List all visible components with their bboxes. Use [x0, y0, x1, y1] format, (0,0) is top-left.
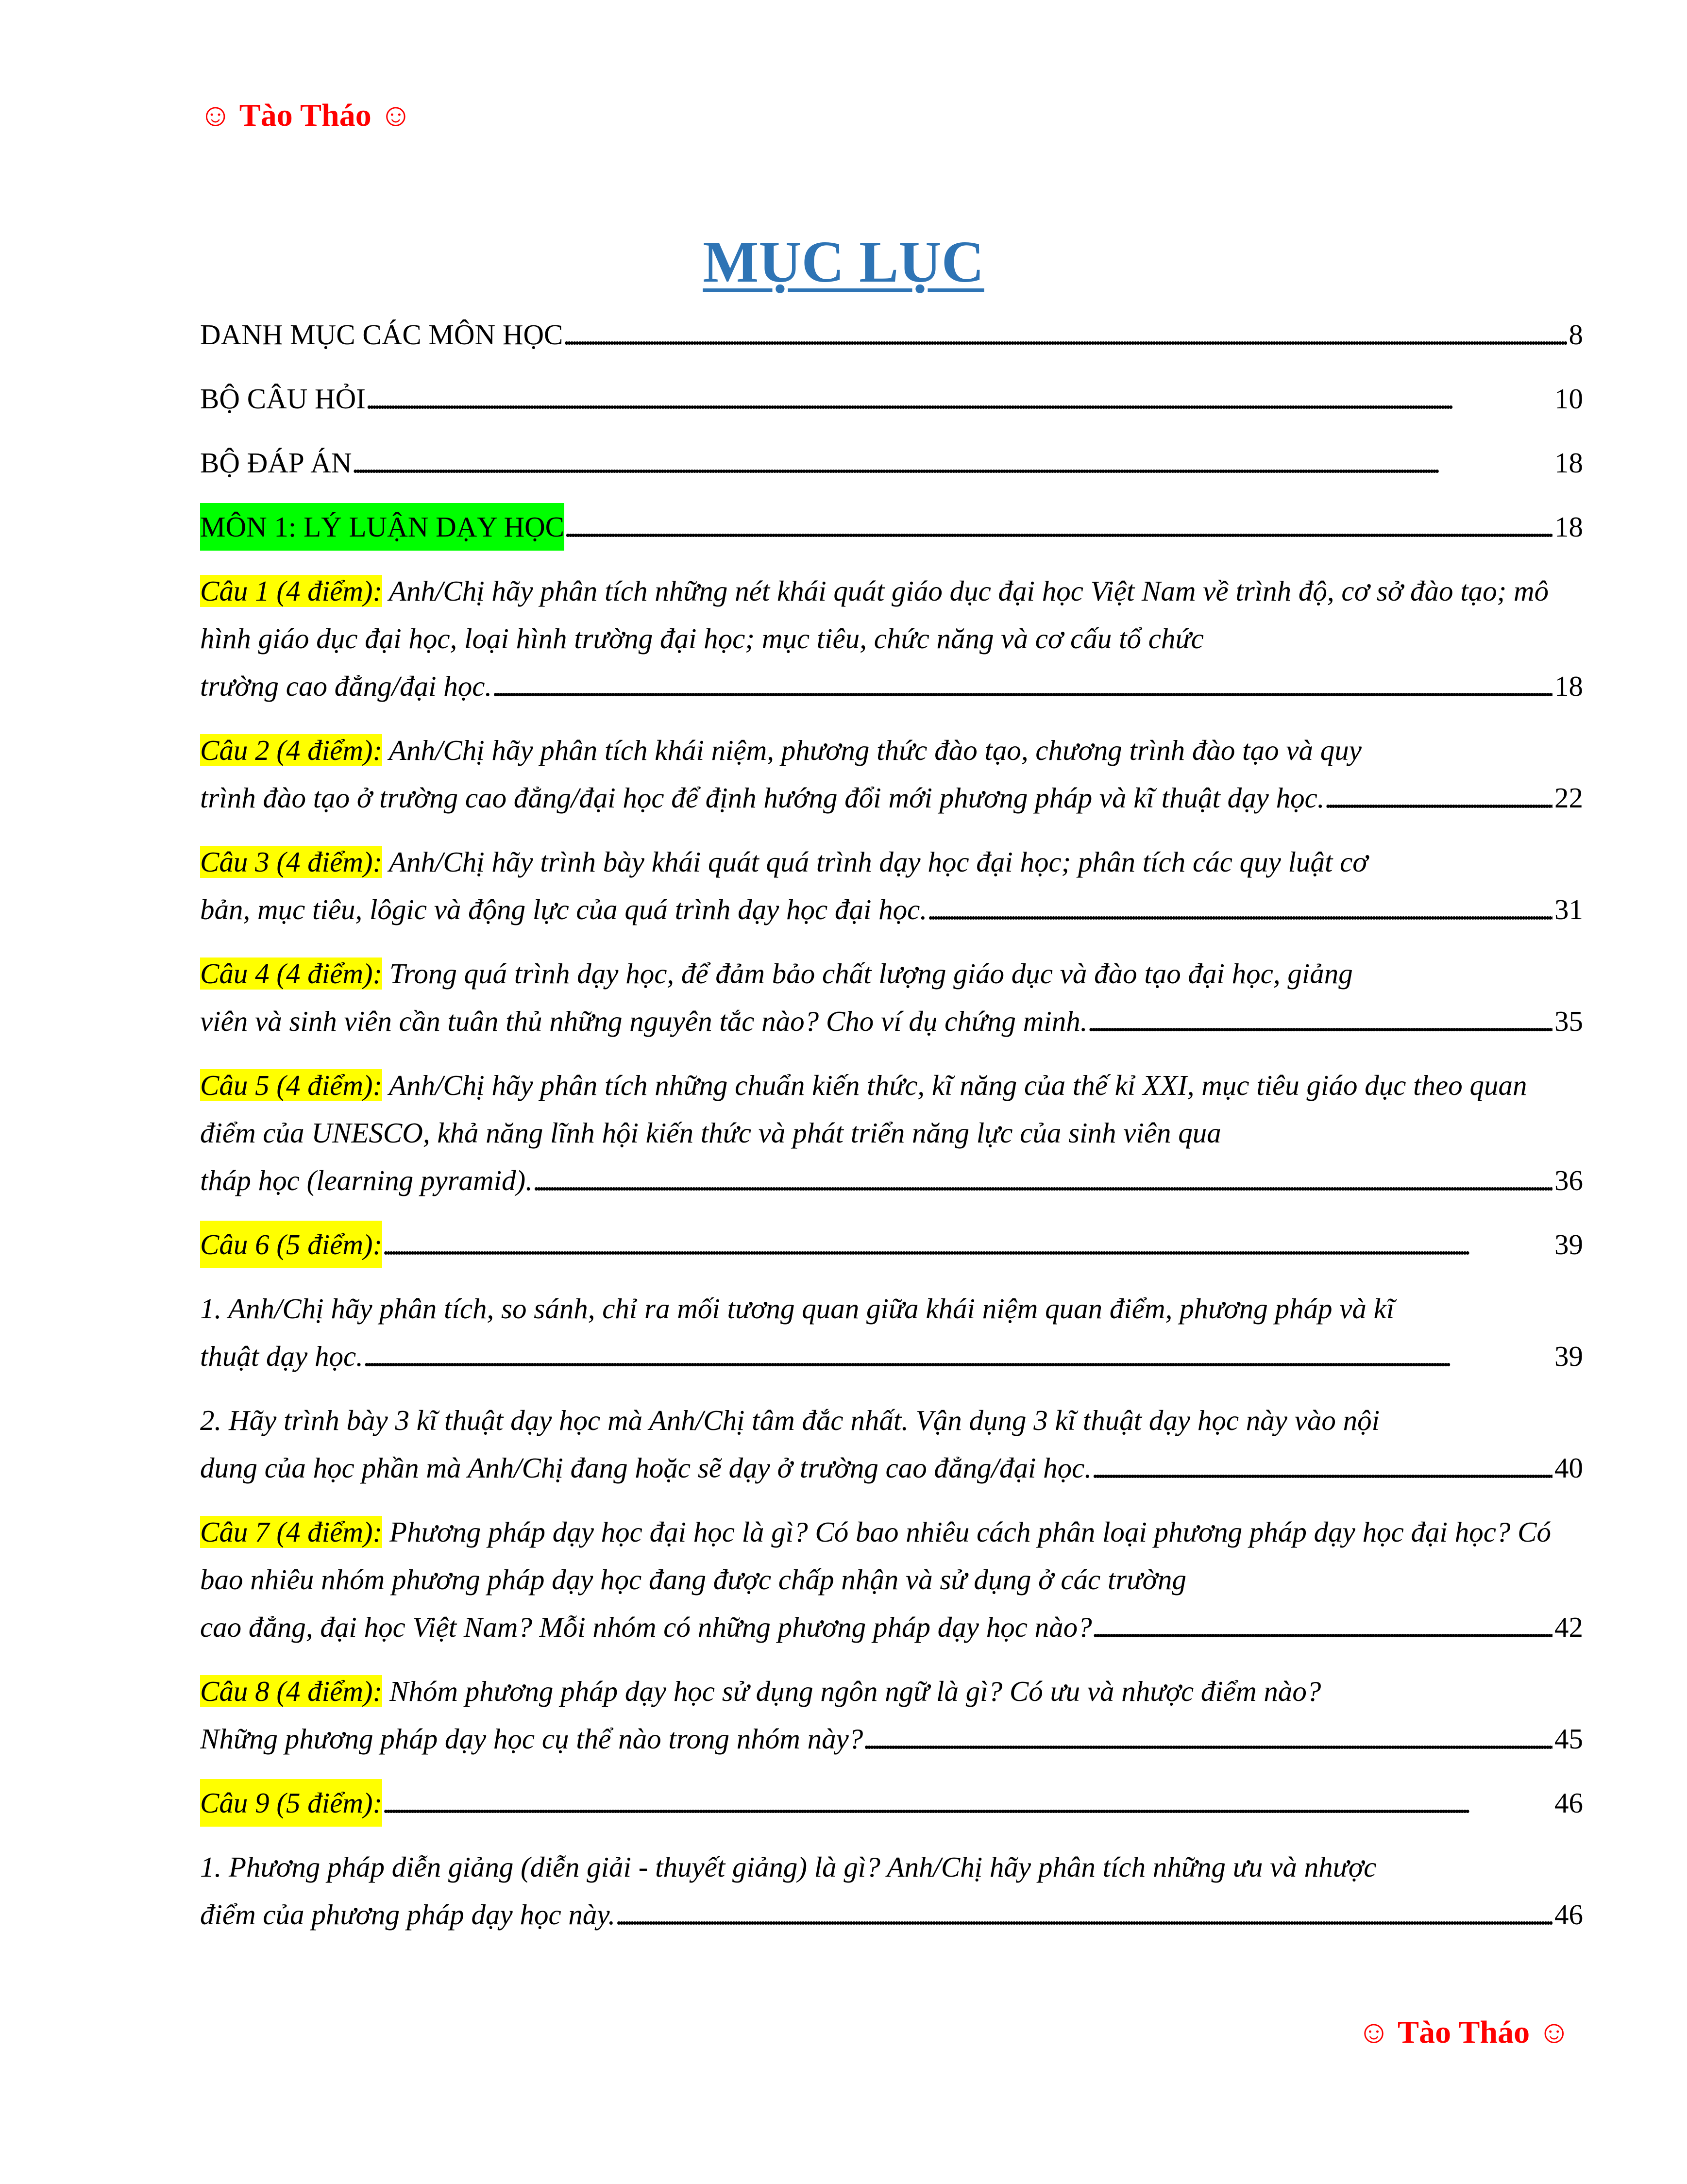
question-label: Câu 2 (4 điểm): [200, 734, 383, 766]
toc-entry-cau-6-2[interactable] [200, 1396, 1583, 1492]
toc-page-number: 39 [1554, 1228, 1583, 1260]
leader-dots [366, 375, 1552, 422]
toc-entry-text-last: trường cao đẳng/đại học. [200, 670, 492, 702]
leader-dots [382, 1779, 1552, 1827]
leader-dots [564, 503, 1552, 551]
leader-dots [927, 886, 1552, 933]
toc-entry-text: 2. Hãy trình bày 3 kĩ thuật dạy học mà Anh/Chị tâm đắc nhất. Vận dụng 3 kĩ thuật dạy học này vào nội [200, 1404, 1380, 1436]
toc-entry-text-last: viên và sinh viên cần tuân thủ những nguyên tắc nào? Cho ví dụ chứng minh. [200, 1005, 1088, 1037]
toc-page-number: 18 [1554, 447, 1583, 479]
toc-page-number: 31 [1554, 893, 1583, 925]
leader-dots [533, 1157, 1552, 1204]
toc-entry-text: BỘ ĐÁP ÁN [200, 447, 352, 479]
leader-dots [352, 439, 1552, 487]
toc-entry-text-last: tháp học (learning pyramid). [200, 1164, 533, 1196]
toc-entry-text: Anh/Chị hãy phân tích những nét khái quát giáo dục đại học Việt Nam về trình độ, cơ sở đào tạo; mô hình giáo dục đại học, loại hình trường đại học; mục tiêu, chức năng và cơ cấu tổ chức [200, 575, 1549, 655]
toc-entry-text-last: điểm của phương pháp dạy học này. [200, 1898, 616, 1931]
question-label: Câu 3 (4 điểm): [200, 846, 383, 878]
toc-entry-text: DANH MỤC CÁC MÔN HỌC [200, 319, 563, 351]
toc-entry-text: 1. Anh/Chị hãy phân tích, so sánh, chỉ ra mối tương quan giữa khái niệm quan điểm, phương pháp và kĩ [200, 1293, 1395, 1325]
leader-dots [1092, 1603, 1552, 1651]
toc-entry-cau-8[interactable] [200, 1667, 1583, 1763]
toc-entry-cau-6[interactable] [200, 1221, 1583, 1268]
toc-entry-text-last: dung của học phần mà Anh/Chị đang hoặc sẽ dạy ở trường cao đẳng/đại học. [200, 1452, 1092, 1484]
toc-entry-cau-2[interactable] [200, 726, 1583, 822]
question-label: Câu 5 (4 điểm): [200, 1069, 383, 1101]
toc-entry-cau-9-1[interactable] [200, 1843, 1583, 1938]
toc-page-number: 18 [1554, 511, 1583, 543]
toc-page-number: 18 [1554, 670, 1583, 702]
toc-page-number: 10 [1554, 383, 1583, 415]
question-label: Câu 9 (5 điểm): [200, 1779, 382, 1827]
toc-entry-cau-4[interactable] [200, 950, 1583, 1045]
question-label: Câu 7 (4 điểm): [200, 1516, 383, 1548]
toc-entry-text-last: Những phương pháp dạy học cụ thể nào trong nhóm này? [200, 1723, 863, 1755]
leader-dots [382, 1221, 1552, 1268]
question-label: Câu 4 (4 điểm): [200, 958, 383, 990]
toc-page-number: 35 [1554, 1005, 1583, 1037]
toc-entry-text: Trong quá trình dạy học, để đảm bảo chất lượng giáo dục và đào tạo đại học, giảng [382, 958, 1353, 990]
toc-page-number: 39 [1554, 1340, 1583, 1372]
toc-entry-mon-1[interactable] [200, 503, 1583, 551]
question-label: Câu 6 (5 điểm): [200, 1221, 382, 1268]
toc-entry-cau-5[interactable] [200, 1061, 1583, 1204]
question-label: Câu 8 (4 điểm): [200, 1675, 383, 1707]
toc-page-number: 45 [1554, 1723, 1583, 1755]
table-of-contents [200, 311, 1583, 1955]
toc-entry-cau-9[interactable] [200, 1779, 1583, 1827]
toc-entry-cau-6-1[interactable] [200, 1285, 1583, 1380]
header-watermark: ☺ Tào Tháo ☺ [199, 98, 412, 133]
toc-entry-text: Anh/Chị hãy trình bày khái quát quá trình dạy học đại học; phân tích các quy luật cơ [382, 846, 1368, 878]
toc-entry-text-last: thuật dạy học. [200, 1340, 363, 1372]
toc-title: MỤC LỤC [703, 229, 984, 295]
question-label: Câu 1 (4 điểm): [200, 575, 383, 607]
toc-entry-cau-7[interactable] [200, 1508, 1583, 1651]
toc-entry-text-last: trình đào tạo ở trường cao đẳng/đại học để định hướng đổi mới phương pháp và kĩ thuật dạy học. [200, 782, 1325, 814]
toc-entry-text: 1. Phương pháp diễn giảng (diễn giải - thuyết giảng) là gì? Anh/Chị hãy phân tích những ưu và nhược [200, 1851, 1377, 1883]
leader-dots [363, 1332, 1552, 1380]
toc-page-number: 22 [1554, 782, 1583, 814]
toc-entry-bo-cau-hoi[interactable] [200, 375, 1583, 422]
leader-dots [563, 311, 1567, 358]
leader-dots [615, 1891, 1552, 1938]
leader-dots [492, 662, 1552, 710]
toc-page-number: 36 [1554, 1164, 1583, 1196]
toc-entry-text-last: cao đẳng, đại học Việt Nam? Mỗi nhóm có những phương pháp dạy học nào? [200, 1611, 1092, 1643]
leader-dots [1087, 997, 1552, 1045]
toc-page-number: 46 [1554, 1898, 1583, 1931]
toc-page-number: 8 [1569, 319, 1583, 351]
leader-dots [1092, 1444, 1552, 1492]
leader-dots [863, 1715, 1552, 1763]
toc-entry-text: Anh/Chị hãy phân tích những chuẩn kiến thức, kĩ năng của thế kỉ XXI, mục tiêu giáo dục theo quan điểm của UNESCO, khả năng lĩnh hội kiến thức và phát triển năng lực của sinh viên qua [200, 1069, 1527, 1149]
leader-dots [1325, 774, 1552, 822]
toc-entry-text: Nhóm phương pháp dạy học sử dụng ngôn ngữ là gì? Có ưu và nhược điểm nào? [382, 1675, 1321, 1707]
toc-entry-cau-3[interactable] [200, 838, 1583, 933]
toc-entry-bo-dap-an[interactable] [200, 439, 1583, 487]
toc-entry-text: Anh/Chị hãy phân tích khái niệm, phương thức đào tạo, chương trình đào tạo và quy [382, 734, 1362, 766]
toc-page-number: 42 [1554, 1611, 1583, 1643]
subject-label: MÔN 1: LÝ LUẬN DẠY HỌC [200, 503, 564, 551]
toc-entry-text: Phương pháp dạy học đại học là gì? Có bao nhiêu cách phân loại phương pháp dạy học đại học? Có bao nhiêu nhóm phương pháp dạy học đang được chấp nhận và sử dụng ở các trường [200, 1516, 1551, 1596]
toc-entry-text: BỘ CÂU HỎI [200, 383, 366, 415]
toc-entry-text-last: bản, mục tiêu, lôgic và động lực của quá trình dạy học đại học. [200, 893, 928, 925]
toc-page-number: 40 [1554, 1452, 1583, 1484]
toc-entry-danh-muc[interactable] [200, 311, 1583, 358]
toc-entry-cau-1[interactable] [200, 567, 1583, 710]
footer-watermark: ☺ Tào Tháo ☺ [1357, 2015, 1570, 2050]
toc-page-number: 46 [1554, 1787, 1583, 1819]
